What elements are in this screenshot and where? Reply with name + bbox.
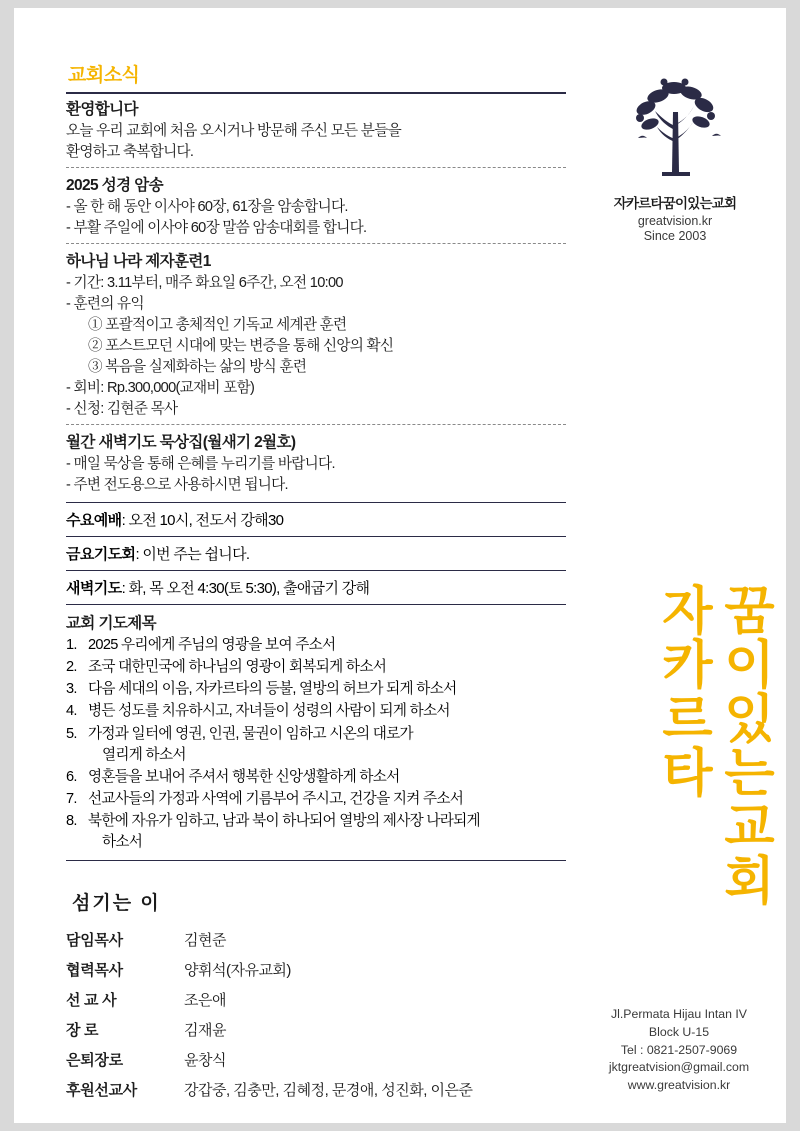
vertical-title-line-2: 꿈이있는교회 — [715, 583, 773, 907]
logo-website: greatvision.kr — [637, 214, 713, 228]
service-row-friday — [66, 543, 566, 564]
item-number: 4. — [66, 703, 77, 720]
service-label: 새벽기도 — [66, 580, 122, 597]
list-item — [66, 679, 566, 700]
servant-row — [66, 989, 566, 1010]
servant-role: 은퇴장로 — [66, 1052, 123, 1069]
block-line: 환영하고 축복합니다. — [66, 144, 194, 160]
servant-row — [66, 1019, 566, 1040]
item-number: 1. — [66, 637, 77, 653]
servant-name: 김재윤 — [184, 1022, 226, 1039]
item-text: 북한에 자유가 임하고, 남과 북이 하나되어 열방의 제사장 나라되게 — [88, 813, 480, 830]
servant-name: 조은애 — [184, 992, 226, 1009]
list-item — [66, 811, 566, 853]
contact-address-block — [584, 1006, 774, 1095]
list-item — [66, 789, 566, 810]
block-line: - 올 한 해 동안 이사야 60장, 61장을 암송합니다. — [66, 199, 348, 215]
divider-solid — [66, 570, 566, 571]
block-subline: ① 포괄적이고 총체적인 기독교 세계관 훈련 — [88, 317, 347, 333]
block-line: 오늘 우리 교회에 처음 오시거나 방문해 주신 모든 분들을 — [66, 123, 401, 139]
divider-solid — [66, 502, 566, 503]
item-text-continued: 하소서 — [102, 834, 143, 851]
item-text: 조국 대한민국에 하나님의 영광이 회복되게 하소서 — [88, 659, 387, 676]
item-number: 7. — [66, 791, 77, 808]
service-label: 금요기도회 — [66, 546, 136, 563]
item-text: 2025 우리에게 주님의 영광을 보여 주소서 — [88, 637, 336, 653]
servant-row — [66, 959, 566, 980]
vertical-title-line-1: 자카르타 — [653, 583, 711, 799]
block-line: - 부활 주일에 이사야 60장 말씀 암송대회를 합니다. — [66, 220, 367, 236]
vertical-church-title — [610, 583, 773, 1003]
servant-role: 장 로 — [66, 1022, 99, 1039]
servant-name: 김현준 — [184, 932, 226, 949]
email-line: jktgreatvision@gmail.com — [608, 1060, 750, 1075]
divider-dashed — [66, 243, 566, 244]
divider-solid — [66, 536, 566, 537]
servant-role: 협력목사 — [66, 962, 123, 979]
block-line: - 훈련의 유익 — [66, 296, 144, 312]
servant-role: 담임목사 — [66, 932, 123, 949]
service-row-dawn — [66, 577, 566, 598]
paper-sheet — [14, 8, 786, 1123]
servant-row — [66, 1049, 566, 1070]
item-text: 선교사들의 가정과 사역에 기름부어 주시고, 건강을 지켜 주소서 — [88, 791, 464, 808]
item-number: 5. — [66, 725, 77, 742]
item-number: 2. — [66, 659, 77, 676]
service-value: : 화, 목 오전 4:30(토 5:30), 출애굽기 강해 — [121, 580, 370, 597]
item-number: 8. — [66, 813, 77, 830]
servant-row — [66, 929, 566, 950]
item-text: 영혼들을 보내어 주셔서 행복한 신앙생활하게 하소서 — [88, 768, 400, 785]
block-line: - 회비: Rp.300,000(교재비 포함) — [66, 380, 255, 396]
news-block-memorization — [66, 173, 566, 239]
item-text: 다음 세대의 이음, 자카르타의 등불, 열방의 허브가 되게 하소서 — [88, 681, 457, 698]
news-block-discipleship — [66, 249, 566, 420]
item-number: 3. — [66, 681, 77, 698]
block-heading: 하나님 나라 제자훈련1 — [66, 253, 211, 270]
divider-dashed — [66, 424, 566, 425]
list-item — [66, 767, 566, 788]
church-news-column — [66, 60, 566, 867]
servant-role: 후원선교사 — [66, 1082, 137, 1099]
servant-row — [66, 1079, 566, 1100]
news-block-devotional — [66, 430, 566, 496]
tree-logo-icon — [616, 74, 734, 186]
church-logo-block — [580, 74, 770, 243]
list-item — [66, 701, 566, 722]
servant-role: 선 교 사 — [66, 992, 117, 1009]
service-value: : 오전 10시, 전도서 강해30 — [121, 512, 284, 529]
block-heading: 2025 성경 암송 — [66, 177, 163, 194]
block-line: - 기간: 3.11부터, 매주 화요일 6주간, 오전 10:00 — [66, 275, 343, 291]
prayer-topics-heading: 교회 기도제목 — [66, 615, 156, 632]
news-block-welcome — [66, 97, 566, 163]
block-heading: 환영합니다 — [66, 101, 138, 118]
divider-thick — [66, 92, 566, 94]
item-number: 6. — [66, 768, 77, 785]
block-line: - 신청: 김현준 목사 — [66, 401, 178, 417]
block-line: - 주변 전도용으로 사용하시면 됩니다. — [66, 477, 288, 493]
phone-line: Tel : 0821-2507-9069 — [620, 1042, 738, 1057]
website-line: www.greatvision.kr — [627, 1078, 731, 1093]
divider-solid — [66, 860, 566, 861]
service-label: 수요예배 — [66, 512, 122, 529]
servant-name: 강갑중, 김충만, 김혜정, 문경애, 성진화, 이은준 — [184, 1082, 473, 1099]
list-item — [66, 724, 566, 766]
block-subline: ③ 복음을 실제화하는 삶의 방식 훈련 — [88, 359, 307, 375]
divider-dashed — [66, 167, 566, 168]
item-text-continued: 열리게 하소서 — [102, 746, 186, 763]
servants-section — [66, 888, 566, 1109]
servant-name: 양휘석(자유교회) — [184, 962, 291, 979]
block-subline: ② 포스트모던 시대에 맞는 변증을 통해 신앙의 확신 — [88, 338, 394, 354]
list-item — [66, 635, 566, 656]
servants-title: 섬기는 이 — [72, 893, 161, 914]
item-text: 가정과 일터에 영권, 인권, 물권이 임하고 시온의 대로가 — [88, 725, 413, 742]
section-title-church-news: 교회소식 — [68, 65, 140, 86]
divider-solid — [66, 604, 566, 605]
logo-church-name: 자카르타꿈이있는교회 — [613, 196, 737, 211]
item-text: 병든 성도를 치유하시고, 자녀들이 성령의 사람이 되게 하소서 — [88, 703, 450, 720]
address-line: Block U-15 — [648, 1024, 710, 1039]
address-line: Jl.Permata Hijau Intan IV — [610, 1007, 747, 1021]
service-value: : 이번 주는 쉽니다. — [135, 546, 250, 563]
block-line: - 매일 묵상을 통해 은혜를 누리기를 바랍니다. — [66, 456, 335, 472]
servant-name: 윤창식 — [184, 1052, 226, 1069]
list-item — [66, 657, 566, 678]
service-row-wednesday — [66, 509, 566, 530]
prayer-topics-list — [66, 635, 566, 854]
block-heading: 월간 새벽기도 묵상집(월새기 2월호) — [66, 434, 296, 451]
logo-since: Since 2003 — [643, 229, 707, 243]
